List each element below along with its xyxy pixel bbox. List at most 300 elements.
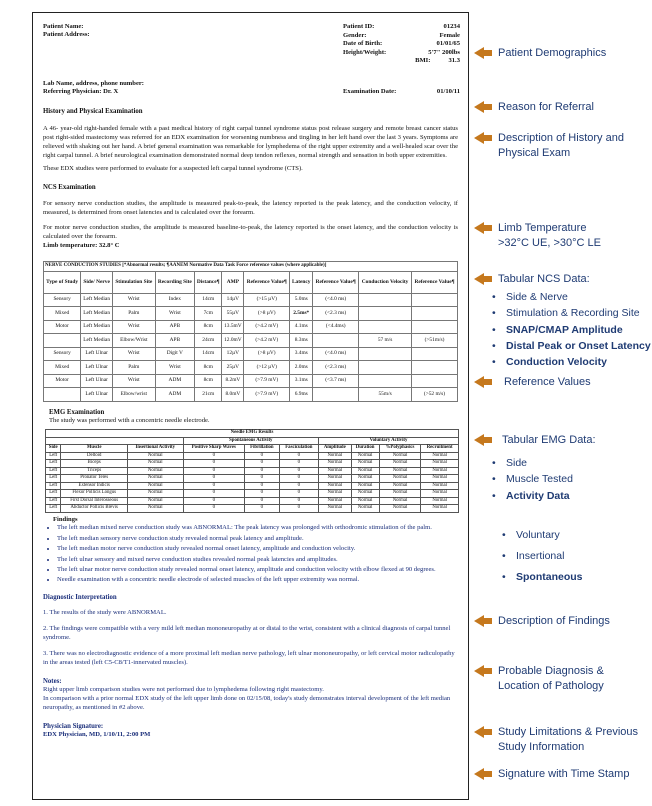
ncs-cell: (>51m/s) [412, 334, 458, 348]
emg-cell: 0 [245, 467, 280, 474]
ncs-cell: 55m/s [359, 388, 412, 402]
emg-column-header: Recruitment [421, 445, 459, 452]
ncs-cell: (>4.2 mV) [244, 320, 290, 334]
ncs-cell: Sensory [44, 293, 81, 307]
emg-row [46, 497, 459, 504]
ncs-cell: Left Ulnar [81, 361, 113, 375]
emg-cell: Normal [127, 475, 183, 482]
emg-column-header: Insertional Activity [127, 445, 183, 452]
emg-column-header: Amplitude [319, 445, 351, 452]
ncs-row [44, 347, 458, 361]
ncs-column-header: Reference Value¶ [313, 271, 359, 293]
emg-title: EMG Examination [49, 408, 105, 416]
ncs-cell: Left Median [81, 320, 113, 334]
demographic-value: 01/01/65 [436, 40, 460, 47]
ncs-cell [44, 388, 81, 402]
emg-cell: Normal [421, 497, 459, 504]
ncs-cell: Left Ulnar [81, 388, 113, 402]
emg-column-header: Muscle [61, 445, 128, 452]
ncs-cell: Motor [44, 374, 81, 388]
activity-annotation-item-label: Spontaneous [516, 571, 583, 583]
finding-item: • The left median sensory nerve conduction study revealed normal peak latency and amplitude. [57, 535, 458, 544]
referring-physician: Referring Physician: Dr. X [43, 88, 119, 95]
emg-cell: Left [46, 452, 61, 459]
ncs-cell: (>7.9 mV) [244, 374, 290, 388]
ncs-cell: 14cm [195, 293, 222, 307]
ncs-cell [359, 307, 412, 321]
ncs-cell: 6.9ms [290, 388, 313, 402]
ncs-column-header: Distance¶ [195, 271, 222, 293]
ncs-column-header: Conduction Velocity [359, 271, 412, 293]
notes-title: Notes: [43, 677, 62, 685]
ncs-cell: Wrist [113, 320, 156, 334]
ncs-cell: Wrist [113, 293, 156, 307]
ncs-cell [412, 293, 458, 307]
emg-row [46, 505, 459, 512]
demographic-label: Date of Birth: [343, 40, 383, 47]
emg-cell: Normal [379, 460, 421, 467]
exam-date-row [343, 88, 460, 97]
motor-method-text: For motor nerve conduction studies, the amplitude is measured baseline-to-peak, the latency reported is the onset latency, and the conduction velocity is calculated over the forearm. [43, 224, 458, 241]
ncs-cell [359, 374, 412, 388]
demographic-value: 01234 [443, 23, 460, 30]
activity-annotation-item [502, 525, 583, 546]
emg-annotation-item [492, 455, 573, 471]
emg-cell: Normal [127, 497, 183, 504]
notes-line-1: Right upper limb comparison studies were not performed due to lymphedema following right mastectomy. [43, 686, 324, 694]
emg-cell: Normal [127, 482, 183, 489]
ncs-annotation-item-label: Conduction Velocity [506, 356, 607, 369]
ncs-annotation-list [492, 289, 651, 370]
emg-cell: Normal [127, 505, 183, 512]
emg-cell: Normal [319, 452, 351, 459]
emg-column-header: Duration [351, 445, 379, 452]
emg-cell: Normal [351, 475, 379, 482]
ncs-cell: (>12 µV) [244, 361, 290, 375]
ncs-row [44, 307, 458, 321]
emg-cell: Normal [319, 497, 351, 504]
annotation-signature: Signature with Time Stamp [474, 767, 629, 782]
emg-cell: Left [46, 467, 61, 474]
emg-cell: Normal [379, 452, 421, 459]
emg-column-header: Side [46, 445, 61, 452]
annotation-ncs-data: Tabular NCS Data: [474, 272, 590, 287]
emg-row [46, 482, 459, 489]
emg-cell: 0 [183, 467, 245, 474]
ncs-cell: Left Median [81, 307, 113, 321]
ncs-annotation-item [492, 354, 651, 370]
ncs-cell: Elbow/wrist [113, 388, 156, 402]
emg-cell: 0 [183, 460, 245, 467]
emg-cell: 0 [245, 475, 280, 482]
ncs-cell: 8cm [195, 320, 222, 334]
emg-annotation-item-label: Muscle Tested [506, 473, 573, 486]
emg-annotation-item-label: Activity Data [506, 489, 570, 502]
bullet-icon: • [492, 339, 496, 352]
ncs-cell [412, 320, 458, 334]
history-paragraph: A 46- year-old right-handed female with a past medical history of right carpal tunnel syndrome status post release surgery and remote breast cancer status post right-sided mastectomy was referred for an EDX examination for worsening numbness and tingling in her left hand over the last 3 years. Symptoms are relieved with shaking out her hand. A brief general examination was remarkable for lymphedema of the right upper extremity and a well-healed scar over the right carpal tunnel. A brief neurological examination demonstrated normal deep tendon reflexes, normal strength and sensation in both upper extremities. [43, 125, 458, 159]
emg-column-header: Positive Sharp Waves [183, 445, 245, 452]
ncs-cell: 12µV [222, 347, 244, 361]
ncs-cell: (<4.0 ms) [313, 293, 359, 307]
finding-item: • The left ulnar sensory and mixed nerve conduction studies revealed normal peak latencies and amplitudes. [57, 556, 458, 565]
lab-info-label: Lab Name, address, phone number: [43, 80, 144, 87]
ncs-cell: 3.4ms [290, 347, 313, 361]
emg-cell: Left [46, 490, 61, 497]
ncs-cell: 24cm [195, 334, 222, 348]
emg-cell: Normal [319, 490, 351, 497]
emg-cell: Normal [421, 482, 459, 489]
ncs-cell: 14µV [222, 293, 244, 307]
ncs-column-header: Type of Study [44, 271, 81, 293]
findings-list [57, 524, 458, 585]
ncs-cell: APB [155, 320, 194, 334]
referral-paragraph: These EDX studies were performed to evaluate for a suspected left carpal tunnel syndrome (CTS). [43, 164, 303, 172]
ncs-cell: Wrist [155, 307, 194, 321]
emg-row [46, 475, 459, 482]
edx-report-document [32, 12, 469, 800]
ncs-cell: Digit V [155, 347, 194, 361]
emg-cell: 0 [183, 475, 245, 482]
ncs-cell: Motor [44, 320, 81, 334]
annotation-referral: Reason for Referral [474, 100, 594, 115]
ncs-column-header: Recording Site [155, 271, 194, 293]
report-header [43, 23, 458, 121]
emg-cell: Normal [379, 505, 421, 512]
bullet-icon: • [492, 489, 496, 502]
ncs-cell: 7cm [195, 307, 222, 321]
ncs-cell: ADM [155, 388, 194, 402]
ncs-cell [359, 361, 412, 375]
demographic-label: Gender: [343, 31, 367, 39]
exam-date-label: Examination Date: [343, 88, 397, 95]
bullet-icon: • [492, 356, 496, 369]
emg-cell: Normal [319, 482, 351, 489]
emg-cell: Normal [351, 505, 379, 512]
ncs-annotation-item-label: Side & Nerve [506, 291, 568, 303]
finding-item: • The left ulnar motor nerve conduction study revealed normal onset latency, amplitude and conduction velocity with elbow flexed at 90 degrees. [57, 566, 458, 575]
emg-subtitle: The study was performed with a concentric needle electrode. [49, 417, 210, 424]
emg-cell: 0 [279, 497, 318, 504]
ncs-column-header: AMP [222, 271, 244, 293]
arrow-left-icon [474, 101, 484, 113]
ncs-cell: Palm [113, 361, 156, 375]
activity-annotation-item [502, 567, 583, 588]
ncs-cell: 3.1ms [290, 374, 313, 388]
ncs-cell: 2.5ms* [290, 307, 313, 321]
ncs-cell: 25µV [222, 361, 244, 375]
signature-line: EDX Physician, MD, 1/10/11, 2:00 PM [43, 730, 151, 738]
bullet-icon: • [492, 291, 496, 303]
emg-cell: 0 [279, 482, 318, 489]
ncs-cell: ADM [155, 374, 194, 388]
emg-annotation-item [492, 471, 573, 487]
emg-cell: Left [46, 497, 61, 504]
ncs-column-header: Reference Value¶ [244, 271, 290, 293]
ncs-row [44, 293, 458, 307]
emg-cell: Normal [127, 467, 183, 474]
emg-cell: Normal [351, 452, 379, 459]
arrow-left-icon [474, 434, 484, 446]
arrow-left-icon [474, 615, 484, 627]
annotation-demographics: Patient Demographics [474, 46, 606, 61]
emg-cell: 0 [183, 497, 245, 504]
ncs-cell: (<4.0 ms) [313, 347, 359, 361]
ncs-cell: (<4.4ms) [313, 320, 359, 334]
ncs-title: NCS Examination [43, 184, 96, 192]
emg-cell: Abductor Pollicis Brevis [61, 505, 128, 512]
emg-cell: Normal [351, 490, 379, 497]
emg-cell: Normal [351, 467, 379, 474]
ncs-cell: 2.0ms [290, 361, 313, 375]
demographic-label: Height/Weight: [343, 48, 387, 56]
findings-section [43, 516, 458, 586]
ncs-column-header: Latency [290, 271, 313, 293]
ncs-table-caption: NERVE CONDUCTION STUDIES [*Abnormal results; ¶AANEM Normative Data Task Force reference values (where applicable)] [44, 262, 458, 272]
arrow-left-icon [474, 132, 484, 144]
ncs-cell: Left Median [81, 293, 113, 307]
notes-line-2: In comparison with a prior normal EDX study of the left upper limb done on 02/15/08, today's study demonstrates interval development of the left median neuropathy, as mentioned in #2 above. [43, 695, 451, 711]
ncs-row [44, 374, 458, 388]
patient-address-label: Patient Address: [43, 31, 90, 38]
emg-table-title: Needle EMG Results [46, 429, 459, 437]
arrow-left-icon [474, 726, 484, 738]
ncs-cell: 8.3ms [290, 334, 313, 348]
demographic-value: Female [439, 31, 460, 39]
ncs-cell [44, 334, 81, 348]
arrow-left-icon [474, 273, 484, 285]
emg-cell: 0 [279, 452, 318, 459]
emg-cell: 0 [279, 467, 318, 474]
annotation-history: Description of History and Physical Exam [474, 131, 624, 161]
ncs-cell [359, 293, 412, 307]
findings-title: Findings [53, 515, 78, 523]
emg-cell: First Dorsal Interosseous [61, 497, 128, 504]
exam-date-value: 01/10/11 [436, 88, 460, 95]
ncs-cell: (>8 µV) [244, 307, 290, 321]
ncs-cell [412, 374, 458, 388]
emg-cell: Normal [319, 505, 351, 512]
emg-annotation-item-label: Side [506, 457, 528, 469]
ncs-annotation-item [492, 289, 651, 305]
bullet-icon: • [502, 571, 506, 583]
ncs-annotation-item-label: Stimulation & Recording Site [506, 307, 640, 320]
diagnosis-item: 2. The findings were compatible with a very mild left median mononeuropathy at or distal to the wrist, consistent with a clinical diagnosis of carpal tunnel syndrome. [43, 625, 451, 642]
emg-cell: Normal [379, 475, 421, 482]
ncs-cell: 12.0mV [222, 334, 244, 348]
ncs-annotation-item-label: SNAP/CMAP Amplitude [506, 323, 623, 336]
ncs-annotation-item [492, 338, 651, 354]
sensory-method-text: For sensory nerve conduction studies, the amplitude is measured peak-to-peak, the latency reported is the peak latency, and the conduction velocity, if measured, is determined from onset latencies and is calculated over the forearm. [43, 199, 458, 216]
annotation-emg-data: Tabular EMG Data: [474, 433, 596, 448]
emg-cell: Left [46, 475, 61, 482]
bullet-icon: • [502, 550, 506, 562]
emg-cell: Normal [319, 467, 351, 474]
emg-cell: Normal [421, 460, 459, 467]
emg-cell: Normal [127, 452, 183, 459]
ncs-row [44, 334, 458, 348]
ncs-cell: 57 m/s [359, 334, 412, 348]
emg-cell: 0 [183, 505, 245, 512]
ncs-cell [359, 320, 412, 334]
ncs-annotation-item [492, 305, 651, 321]
ncs-cell: Palm [113, 307, 156, 321]
diagnosis-title: Diagnostic Interpretation [43, 594, 117, 602]
ncs-cell [412, 307, 458, 321]
emg-cell: Normal [351, 497, 379, 504]
emg-column-header: %Polyphasics [379, 445, 421, 452]
arrow-left-icon [474, 768, 484, 780]
demographics-block [343, 23, 460, 66]
annotation-reference: Reference Values [474, 375, 591, 390]
ncs-cell: (>4.2 mV) [244, 334, 290, 348]
emg-cell: Normal [421, 475, 459, 482]
ncs-cell: (<2.3 ms) [313, 361, 359, 375]
emg-cell: 0 [245, 482, 280, 489]
ncs-annotation-item-label: Distal Peak or Onset Latency [506, 339, 651, 352]
finding-item: • The left median motor nerve conduction study revealed normal onset latency, amplitude and conduction velocity. [57, 545, 458, 554]
ncs-cell: Mixed [44, 307, 81, 321]
emg-cell: Normal [351, 482, 379, 489]
emg-cell: Normal [379, 497, 421, 504]
ncs-column-header: Reference Value¶ [412, 271, 458, 293]
patient-name-label: Patient Name: [43, 23, 84, 30]
emg-annotation-item [492, 488, 573, 504]
demographic-value: 5'7" 200lbs [428, 48, 460, 56]
emg-row [46, 490, 459, 497]
ncs-column-header: Stimulation Site [113, 271, 156, 293]
emg-cell: Extensor Indicis [61, 482, 128, 489]
ncs-cell: Left Ulnar [81, 374, 113, 388]
emg-cell: 0 [183, 452, 245, 459]
emg-column-header: Fibrillation [245, 445, 280, 452]
emg-cell: 0 [245, 460, 280, 467]
bullet-icon: • [492, 457, 496, 469]
limb-temperature: Limb temperature: 32.8° C [43, 242, 120, 250]
ncs-cell: (<3.7 ms) [313, 374, 359, 388]
emg-cell: Normal [379, 482, 421, 489]
emg-cell: 0 [245, 452, 280, 459]
ncs-cell: 14cm [195, 347, 222, 361]
ncs-table [43, 261, 458, 402]
ncs-cell: 55µV [222, 307, 244, 321]
emg-annotation-list [492, 455, 573, 504]
emg-cell: 0 [183, 490, 245, 497]
finding-item: • Needle examination with a concentric needle electrode of selected muscles of the left upper extremity was normal. [57, 576, 458, 585]
ncs-cell: Sensory [44, 347, 81, 361]
ncs-cell [412, 361, 458, 375]
ncs-cell: Wrist [155, 361, 194, 375]
ncs-cell: Left Median [81, 334, 113, 348]
ncs-row [44, 361, 458, 375]
voluntary-group-header: Voluntary Activity [319, 437, 459, 444]
activity-annotation-item-label: Insertional [516, 550, 565, 562]
diagnosis-item: 3. There was no electrodiagnostic evidence of a more proximal left median nerve pathology, left ulnar mononeuropathy, or left cervical motor radiculopathy in the areas tested (left C5-C8/T1-innervated muscles). [43, 650, 455, 667]
ncs-cell [412, 347, 458, 361]
annotation-limitations: Study Limitations & Previous Study Information [474, 725, 638, 755]
annotation-limb-temp: Limb Temperature >32°C UE, >30°C LE [474, 221, 601, 251]
diagnosis-item: 1. The results of the study were ABNORMAL. [43, 609, 167, 617]
ncs-cell [313, 334, 359, 348]
ncs-annotation-item [492, 322, 651, 338]
emg-cell: Deltoid [61, 452, 128, 459]
emg-cell: Flexor Pollicis Longus [61, 490, 128, 497]
ncs-cell: APB [155, 334, 194, 348]
signature-title: Physician Signature: [43, 722, 104, 730]
ncs-row [44, 320, 458, 334]
ncs-cell [359, 347, 412, 361]
emg-cell: Left [46, 482, 61, 489]
ncs-cell: Index [155, 293, 194, 307]
annotation-findings: Description of Findings [474, 614, 610, 629]
emg-cell: Pronator Teres [61, 475, 128, 482]
emg-cell: Normal [421, 452, 459, 459]
emg-row [46, 467, 459, 474]
demographic-label: Patient ID: [343, 23, 375, 30]
emg-cell: 0 [279, 475, 318, 482]
arrow-left-icon [474, 47, 484, 59]
ncs-cell: Elbow/Wrist [113, 334, 156, 348]
spontaneous-group-header: Spontaneous Activity [183, 437, 319, 444]
diagnosis-list [43, 609, 458, 667]
finding-item: • The left median mixed nerve conduction study was ABNORMAL: The peak latency was prolonged with orthodromic stimulation of the palm. [57, 524, 458, 533]
emg-cell: Normal [127, 490, 183, 497]
ncs-cell: 8.2mV [222, 374, 244, 388]
emg-row [46, 460, 459, 467]
ncs-cell: (>15 µV) [244, 293, 290, 307]
emg-cell: Normal [127, 460, 183, 467]
emg-cell: 0 [279, 460, 318, 467]
emg-cell: Normal [379, 467, 421, 474]
bullet-icon: • [492, 307, 496, 320]
ncs-cell: (>52 m/s) [412, 388, 458, 402]
ncs-cell: Left Ulnar [81, 347, 113, 361]
emg-table [45, 429, 459, 513]
emg-row [46, 452, 459, 459]
ncs-cell: 8cm [195, 361, 222, 375]
activity-annotation-list [502, 525, 583, 588]
ncs-cell: (>8 µV) [244, 347, 290, 361]
ncs-row [44, 388, 458, 402]
annotation-diagnosis: Probable Diagnosis & Location of Pathology [474, 664, 604, 694]
bullet-icon: • [492, 473, 496, 486]
emg-cell: 0 [245, 490, 280, 497]
ncs-cell: 5.0ms [290, 293, 313, 307]
ncs-cell: Mixed [44, 361, 81, 375]
ncs-cell: (>7.9 mV) [244, 388, 290, 402]
emg-cell: Left [46, 460, 61, 467]
demographic-label: BMI: [415, 57, 431, 64]
emg-cell: 0 [183, 482, 245, 489]
arrow-left-icon [474, 376, 484, 388]
emg-cell: 0 [245, 497, 280, 504]
emg-cell: Normal [319, 475, 351, 482]
activity-annotation-item-label: Voluntary [516, 529, 560, 541]
ncs-column-header: Side/ Nerve [81, 271, 113, 293]
emg-cell: 0 [279, 490, 318, 497]
ncs-cell: Wrist [113, 374, 156, 388]
emg-cell: Left [46, 505, 61, 512]
emg-cell: Normal [421, 490, 459, 497]
emg-cell: Normal [379, 490, 421, 497]
emg-cell: Triceps [61, 467, 128, 474]
emg-cell: 0 [279, 505, 318, 512]
ncs-cell: Wrist [113, 347, 156, 361]
emg-cell: Normal [351, 460, 379, 467]
activity-annotation-item [502, 546, 583, 567]
demographic-value: 31.3 [448, 57, 460, 64]
bullet-icon: • [492, 323, 496, 336]
